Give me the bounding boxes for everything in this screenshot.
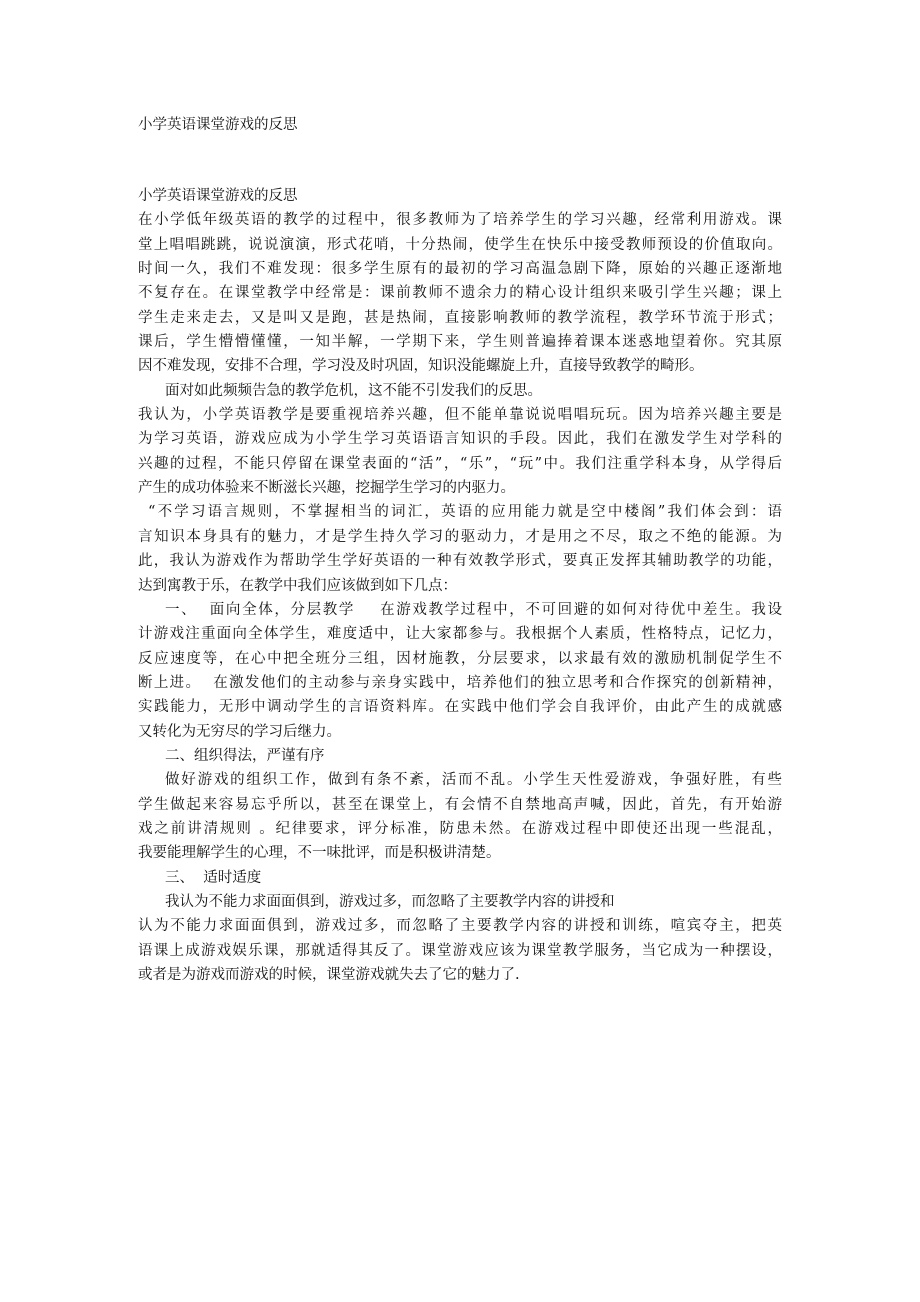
paragraph-line: 戏之前讲清规则 。纪律要求，评分标准，防患未然。在游戏过程中即使还出现一些混乱， bbox=[138, 820, 782, 837]
document-top-title: 小学英语课堂游戏的反思 bbox=[138, 117, 298, 133]
paragraph-line: 我认为不能力求面面俱到，游戏过多，而忽略了主要教学内容的讲授和 bbox=[165, 893, 615, 910]
paragraph-line: 堂上唱唱跳跳，说说演演，形式花哨，十分热闹，使学生在快乐中接受教师预设的价值取向。 bbox=[138, 236, 782, 253]
paragraph-line: 学生做起来容易忘乎所以，甚至在课堂上，有会情不自禁地高声喊，因此，首先，有开始游 bbox=[138, 796, 782, 813]
article-heading: 小学英语课堂游戏的反思 bbox=[138, 188, 298, 204]
paragraph-line: 做好游戏的组织工作，做到有条不紊，活而不乱。小学生天性爱游戏，争强好胜，有些 bbox=[165, 772, 782, 789]
section-heading: 二、组织得法，严谨有序 bbox=[165, 747, 325, 764]
paragraph-line: “不学习语言规则，不掌握相当的词汇，英语的应用能力就是空中楼阁”我们体会到：语 bbox=[148, 504, 782, 521]
paragraph-line: 此，我认为游戏作为帮助学生学好英语的一种有效教学形式，要真正发挥其辅助教学的功能， bbox=[138, 553, 782, 570]
paragraph-line: 或者是为游戏而游戏的时候，课堂游戏就失去了它的魅力了. bbox=[138, 967, 520, 983]
paragraph-line: 反应速度等，在心中把全班分三组，因材施教，分层要求，以求最有效的激励机制促学生不 bbox=[138, 650, 782, 667]
paragraph-line: 兴趣的过程，不能只停留在课堂表面的“活”，“乐”，“玩”中。我们注重学科本身，从学得后 bbox=[138, 455, 782, 472]
paragraph-line: 又转化为无穷尽的学习后继力。 bbox=[138, 723, 341, 740]
paragraph-line: 产生的成功体验来不断滋长兴趣，挖掘学生学习的内驱力。 bbox=[138, 480, 515, 497]
paragraph-line: 时间一久，我们不难发现：很多学生原有的最初的学习高温急剧下降，原始的兴趣正逐渐地 bbox=[138, 261, 782, 278]
paragraph-line: 语课上成游戏娱乐课，那就适得其反了。课堂游戏应该为课堂教学服务，当它成为一种摆设， bbox=[138, 942, 782, 959]
paragraph-line: 认为不能力求面面俱到，游戏过多，而忽略了主要教学内容的讲授和训练，喧宾夺主，把英 bbox=[138, 918, 782, 935]
paragraph-line: 我要能理解学生的心理，不一味批评，而是积极讲清楚。 bbox=[138, 845, 501, 862]
section-heading-line: 一、 面向全体，分层教学 在游戏教学过程中，不可回避的如何对待优中差生。我设 bbox=[165, 601, 782, 618]
paragraph-line: 我认为，小学英语教学是要重视培养兴趣，但不能单靠说说唱唱玩玩。因为培养兴趣主要是 bbox=[138, 407, 782, 424]
paragraph-line: 面对如此频频告急的教学危机，这不能不引发我们的反思。 bbox=[165, 382, 542, 399]
paragraph-line: 实践能力，无形中调动学生的言语资料库。在实践中他们学会自我评价，由此产生的成就感 bbox=[138, 699, 782, 716]
paragraph-line: 不复存在。在课堂教学中经常是：课前教师不遗余力的精心设计组织来吸引学生兴趣；课上 bbox=[138, 285, 782, 302]
paragraph-line: 学生走来走去，又是叫又是跑，甚是热闹，直接影响教师的教学流程，教学环节流于形式； bbox=[138, 309, 782, 326]
paragraph-line: 课后，学生懵懵懂懂，一知半解，一学期下来，学生则普遍捧着课本迷惑地望着你。究其原 bbox=[138, 334, 782, 351]
paragraph-line: 断上进。 在激发他们的主动参与亲身实践中，培养他们的独立思考和合作探究的创新精神， bbox=[138, 674, 782, 691]
paragraph-line: 为学习英语，游戏应成为小学生学习英语语言知识的手段。因此，我们在激发学生对学科的 bbox=[138, 431, 782, 448]
section-heading: 三、 适时适度 bbox=[165, 869, 262, 886]
paragraph-line: 达到寓教于乐，在教学中我们应该做到如下几点： bbox=[138, 577, 457, 594]
paragraph-line: 言知识本身具有的魅力，才是学生持久学习的驱动力，才是用之不尽，取之不绝的能源。为 bbox=[138, 528, 782, 545]
paragraph-line: 计游戏注重面向全体学生，难度适中，让大家都参与。我根据个人素质，性格特点，记忆力， bbox=[138, 626, 782, 643]
paragraph-line: 在小学低年级英语的教学的过程中，很多教师为了培养学生的学习兴趣，经常利用游戏。课 bbox=[138, 212, 782, 229]
document-body bbox=[138, 184, 782, 987]
paragraph-line: 因不难发现，安排不合理，学习没及时巩固，知识没能螺旋上升，直接导致教学的畸形。 bbox=[138, 358, 704, 375]
